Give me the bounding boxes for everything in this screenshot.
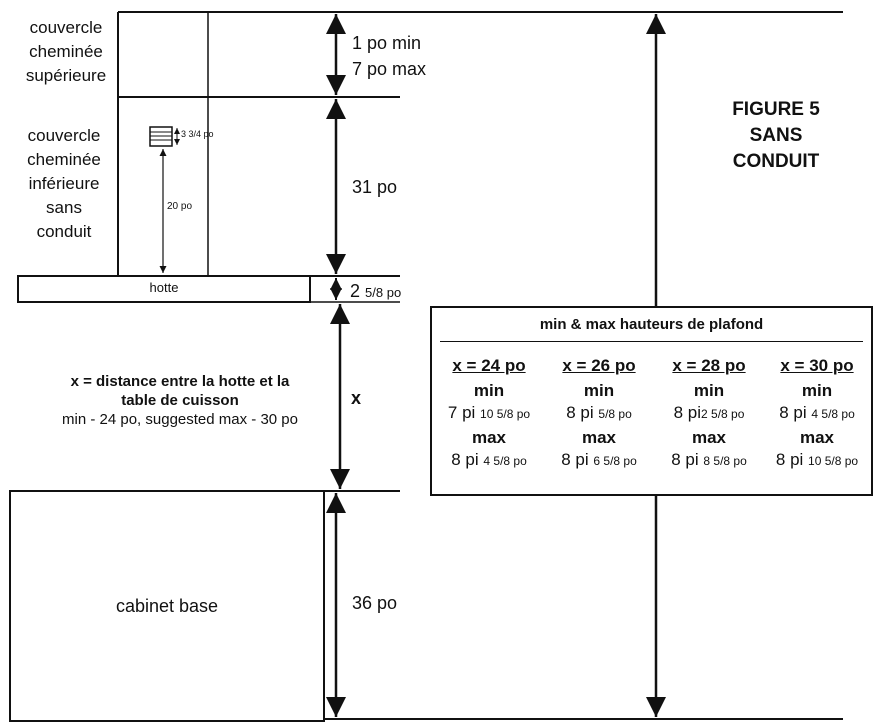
ceiling-height-table xyxy=(430,306,873,496)
vent-distance-label: 20 po xyxy=(167,201,193,212)
hood-label: hotte xyxy=(149,280,179,295)
dim-hood xyxy=(350,281,401,302)
figure-title: FIGURE 5 SANS CONDUIT xyxy=(732,99,820,172)
table-rule xyxy=(440,341,863,342)
table-column-26: x = 26 po min 8 pi 5/8 po max 8 pi 6 5/8 po xyxy=(561,356,637,469)
cabinet-label: cabinet base xyxy=(115,596,219,616)
dim-top-min: 1 po min xyxy=(352,33,422,53)
table-column-24: x = 24 po min 7 pi 10 5/8 po max 8 pi 4 5/8 po xyxy=(447,356,531,469)
dim-hood-whole: 2 xyxy=(350,281,361,301)
x-description-bold-1: x = distance entre la hotte et la xyxy=(70,373,290,390)
table-column-28: x = 28 po min 8 pi2 5/8 po max 8 pi 8 5/8 po xyxy=(671,356,747,469)
x-description-bold-2: table de cuisson xyxy=(121,392,239,409)
x-description-normal: min - 24 po, suggested max - 30 po xyxy=(62,411,298,428)
dim-x: x xyxy=(351,388,362,408)
x-description xyxy=(28,372,332,429)
dim-lower: 31 po xyxy=(352,177,398,197)
dim-hood-frac: 5/8 po xyxy=(365,285,402,300)
table-title: min & max hauteurs de plafond xyxy=(539,316,764,333)
vent-height-label: 3 3/4 po xyxy=(181,129,214,139)
table-column-30: x = 30 po min 8 pi 4 5/8 po max 8 pi 10 5/8 po xyxy=(775,356,859,469)
dim-cabinet: 36 po xyxy=(352,593,398,613)
upper-chimney-label: couvercle cheminée supérieure xyxy=(25,18,107,85)
lower-chimney-label: couvercle cheminée inférieure sans conduit xyxy=(27,126,101,241)
dim-top-max: 7 po max xyxy=(352,59,427,79)
